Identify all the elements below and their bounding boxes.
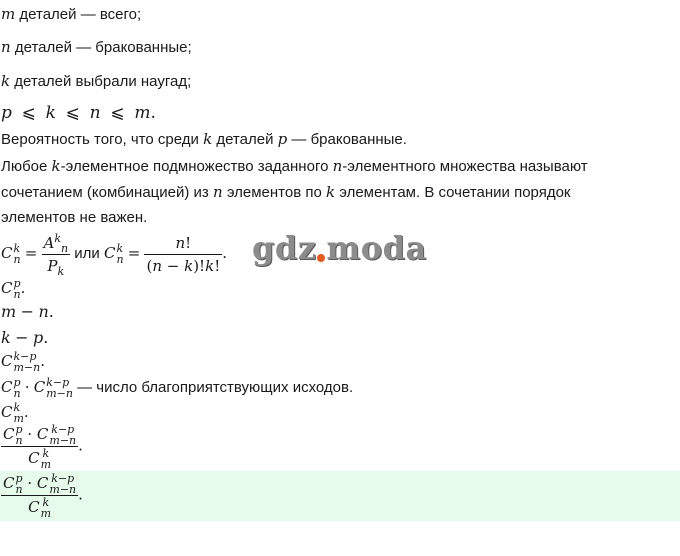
inequality-formula: p ⩽ k ⩽ n ⩽ m. [1, 103, 156, 123]
watermark-logo: gdz moda [252, 229, 427, 267]
formula-favorable: C p n · C k−p m−n — число благоприятствующих исходов. [1, 376, 354, 401]
line-definition-1: Любое k-элементное подмножество заданного n-элементного множества называют [1, 157, 588, 175]
text-part: — число благоприятствующих исходов. [77, 379, 354, 396]
formula-m-minus-n: m − n. [1, 302, 54, 321]
formula-c-mn-kp: C k−p m−n . [1, 350, 45, 375]
line-text: деталей — всего; [19, 6, 142, 23]
formula-probability-fraction: C p n · C k−p m−n C k m . [3, 423, 83, 471]
formula-c-m-k: C k m . [1, 401, 29, 426]
or-word: или [74, 245, 100, 262]
text-part: — бракованные. [291, 131, 407, 148]
formula-answer-fraction: C p n · C k−p m−n C k m . [3, 472, 83, 520]
line-k-chosen: k деталей выбрали наугад; [1, 72, 192, 90]
text-part: Вероятность того, что среди [1, 131, 199, 148]
text-part: деталей [216, 131, 274, 148]
combination-formula: C k n = $\frac{A^k_n}{P_k}$ или C k n = $\frac{n!}{(n - k)!k!}$ . [1, 231, 227, 278]
line-probability: Вероятность того, что среди k деталей p — бракованные. [1, 130, 407, 148]
line-m-total: m деталей — всего; [1, 5, 142, 23]
text-part: элементов не важен. [1, 209, 148, 226]
line-text: деталей — бракованные; [14, 39, 192, 56]
line-definition-2: сочетанием (комбинацией) из n элементов по k элементам. В сочетании порядок [1, 183, 571, 201]
line-text: деталей выбрали наугад; [14, 73, 192, 90]
text-part: элементам. В сочетании порядок [339, 184, 571, 201]
text-part: Любое [1, 158, 48, 175]
line-definition-3 [1, 208, 147, 228]
text-part: элементов по [226, 184, 322, 201]
formula-c-n-p: C p n . [1, 277, 26, 302]
line-n-defective: n деталей — бракованные; [1, 38, 192, 56]
text-part: -элементного множества называют [342, 158, 588, 175]
text-part: -элементное подмножество заданного [60, 158, 329, 175]
text-part: сочетанием (комбинацией) из [1, 184, 209, 201]
formula-k-minus-p: k − p. [1, 328, 49, 347]
highlighted-answer-row [0, 471, 680, 521]
